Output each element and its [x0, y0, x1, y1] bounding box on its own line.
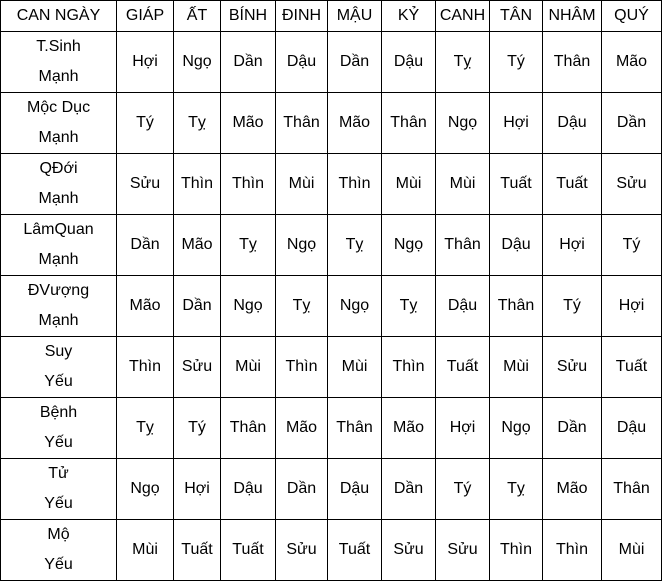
table-cell: Mão: [221, 93, 276, 154]
table-cell: Sửu: [543, 337, 602, 398]
table-cell: Mão: [382, 398, 436, 459]
table-cell: Thìn: [117, 337, 174, 398]
row-label: [1, 93, 117, 154]
table-cell: Thìn: [490, 520, 543, 581]
table-cell: Mùi: [276, 154, 328, 215]
table-cell: Mão: [276, 398, 328, 459]
table-cell: Tỵ: [174, 93, 221, 154]
header-dinh: ĐINH: [276, 1, 328, 32]
table-cell: Thìn: [543, 520, 602, 581]
row-label-strength: Yếu: [44, 373, 73, 390]
table-cell: Thìn: [221, 154, 276, 215]
header-ky: KỶ: [382, 1, 436, 32]
table-cell: Tý: [602, 215, 662, 276]
row-label: [1, 398, 117, 459]
table-cell: Tỵ: [221, 215, 276, 276]
table-cell: Mùi: [602, 520, 662, 581]
table-cell: Ngọ: [117, 459, 174, 520]
row-label: [1, 215, 117, 276]
table-cell: Mùi: [382, 154, 436, 215]
table-cell: Tý: [117, 93, 174, 154]
header-can-ngay: CAN NGÀY: [1, 1, 117, 32]
table-cell: Tuất: [602, 337, 662, 398]
table-cell: Dần: [602, 93, 662, 154]
table-row: [1, 154, 662, 215]
table-cell: Thìn: [174, 154, 221, 215]
table-cell: Sửu: [436, 520, 490, 581]
table-row: [1, 276, 662, 337]
table-cell: Dần: [543, 398, 602, 459]
table-cell: Tỵ: [276, 276, 328, 337]
row-label-strength: Mạnh: [38, 251, 79, 268]
table-cell: Ngọ: [174, 32, 221, 93]
row-label-stage: Mộ: [47, 526, 70, 543]
header-canh: CANH: [436, 1, 490, 32]
table-cell: Ngọ: [436, 93, 490, 154]
table-cell: Tỵ: [382, 276, 436, 337]
table-cell: Thân: [382, 93, 436, 154]
row-label-stage: ĐVượng: [27, 282, 90, 299]
table-cell: Mùi: [117, 520, 174, 581]
header-at: ẤT: [174, 1, 221, 32]
table-cell: Dậu: [543, 93, 602, 154]
header-binh: BÍNH: [221, 1, 276, 32]
table-cell: Mùi: [221, 337, 276, 398]
table-cell: Dậu: [602, 398, 662, 459]
row-label-strength: Yếu: [44, 556, 73, 573]
table-cell: Thân: [276, 93, 328, 154]
table-body: [1, 32, 662, 581]
row-label-stage: LâmQuan: [23, 221, 94, 238]
table-cell: Mão: [174, 215, 221, 276]
table-cell: Thìn: [328, 154, 382, 215]
table-cell: Dậu: [436, 276, 490, 337]
table-cell: Tý: [174, 398, 221, 459]
table-cell: Dậu: [328, 459, 382, 520]
table-row: [1, 32, 662, 93]
table-cell: Hợi: [436, 398, 490, 459]
table-cell: Ngọ: [328, 276, 382, 337]
table-cell: Sửu: [276, 520, 328, 581]
table-cell: Thìn: [382, 337, 436, 398]
table-cell: Tý: [543, 276, 602, 337]
table-cell: Tuất: [221, 520, 276, 581]
table-cell: Hợi: [490, 93, 543, 154]
table-cell: Dậu: [276, 32, 328, 93]
table-cell: Ngọ: [221, 276, 276, 337]
row-label-strength: Mạnh: [38, 129, 79, 146]
table-cell: Thân: [221, 398, 276, 459]
table-cell: Ngọ: [490, 398, 543, 459]
row-label: [1, 459, 117, 520]
table-cell: Tỵ: [436, 32, 490, 93]
row-label-strength: Mạnh: [38, 190, 79, 207]
table-cell: Tuất: [543, 154, 602, 215]
row-label: [1, 32, 117, 93]
table-cell: Tuất: [174, 520, 221, 581]
row-label-stage: T.Sinh: [36, 38, 81, 55]
table-row: [1, 398, 662, 459]
table-cell: Thìn: [276, 337, 328, 398]
table-cell: Thân: [602, 459, 662, 520]
row-label-strength: Yếu: [44, 434, 73, 451]
table-cell: Tỵ: [328, 215, 382, 276]
header-giap: GIÁP: [117, 1, 174, 32]
table-cell: Thân: [436, 215, 490, 276]
table-row: [1, 459, 662, 520]
table-cell: Ngọ: [276, 215, 328, 276]
row-label-stage: Mộc Dục: [26, 99, 91, 116]
table-cell: Mão: [117, 276, 174, 337]
table-cell: Tuất: [436, 337, 490, 398]
table-cell: Dậu: [221, 459, 276, 520]
table-row: [1, 520, 662, 581]
table-row: [1, 215, 662, 276]
table-cell: Sửu: [117, 154, 174, 215]
table-cell: Mão: [328, 93, 382, 154]
table-cell: Thân: [328, 398, 382, 459]
table-cell: Ngọ: [382, 215, 436, 276]
table-cell: Mùi: [436, 154, 490, 215]
table-cell: Tỵ: [117, 398, 174, 459]
table-cell: Sửu: [602, 154, 662, 215]
table-cell: Dần: [382, 459, 436, 520]
header-row: [1, 1, 662, 32]
table-cell: Hợi: [117, 32, 174, 93]
table-cell: Mùi: [490, 337, 543, 398]
row-label-strength: Mạnh: [38, 312, 79, 329]
row-label: [1, 520, 117, 581]
table-cell: Dần: [276, 459, 328, 520]
table-cell: Hợi: [174, 459, 221, 520]
table-cell: Dần: [221, 32, 276, 93]
table-row: [1, 93, 662, 154]
table-cell: Tý: [490, 32, 543, 93]
table-cell: Dần: [117, 215, 174, 276]
table-cell: Hợi: [602, 276, 662, 337]
table-cell: Hợi: [543, 215, 602, 276]
table-cell: Mão: [543, 459, 602, 520]
table-cell: Tuất: [490, 154, 543, 215]
table-cell: Mùi: [328, 337, 382, 398]
row-label-stage: Bệnh: [39, 404, 78, 421]
row-label-stage: QĐới: [39, 160, 78, 177]
row-label: [1, 337, 117, 398]
table-cell: Mão: [602, 32, 662, 93]
table-cell: Dậu: [382, 32, 436, 93]
table-cell: Sửu: [174, 337, 221, 398]
table-cell: Dậu: [490, 215, 543, 276]
table-cell: Tỵ: [490, 459, 543, 520]
table-cell: Thân: [490, 276, 543, 337]
header-nham: NHÂM: [543, 1, 602, 32]
row-label: [1, 276, 117, 337]
row-label-strength: Yếu: [44, 495, 73, 512]
table-row: [1, 337, 662, 398]
table-cell: Sửu: [382, 520, 436, 581]
table-cell: Dần: [174, 276, 221, 337]
table-cell: Tý: [436, 459, 490, 520]
row-label: [1, 154, 117, 215]
header-mau: MẬU: [328, 1, 382, 32]
row-label-strength: Mạnh: [38, 68, 79, 85]
table-cell: Dần: [328, 32, 382, 93]
row-label-stage: Tử: [48, 465, 69, 482]
header-tan: TÂN: [490, 1, 543, 32]
header-quy: QUÝ: [602, 1, 662, 32]
row-label-stage: Suy: [44, 343, 73, 360]
table-cell: Tuất: [328, 520, 382, 581]
table-cell: Thân: [543, 32, 602, 93]
